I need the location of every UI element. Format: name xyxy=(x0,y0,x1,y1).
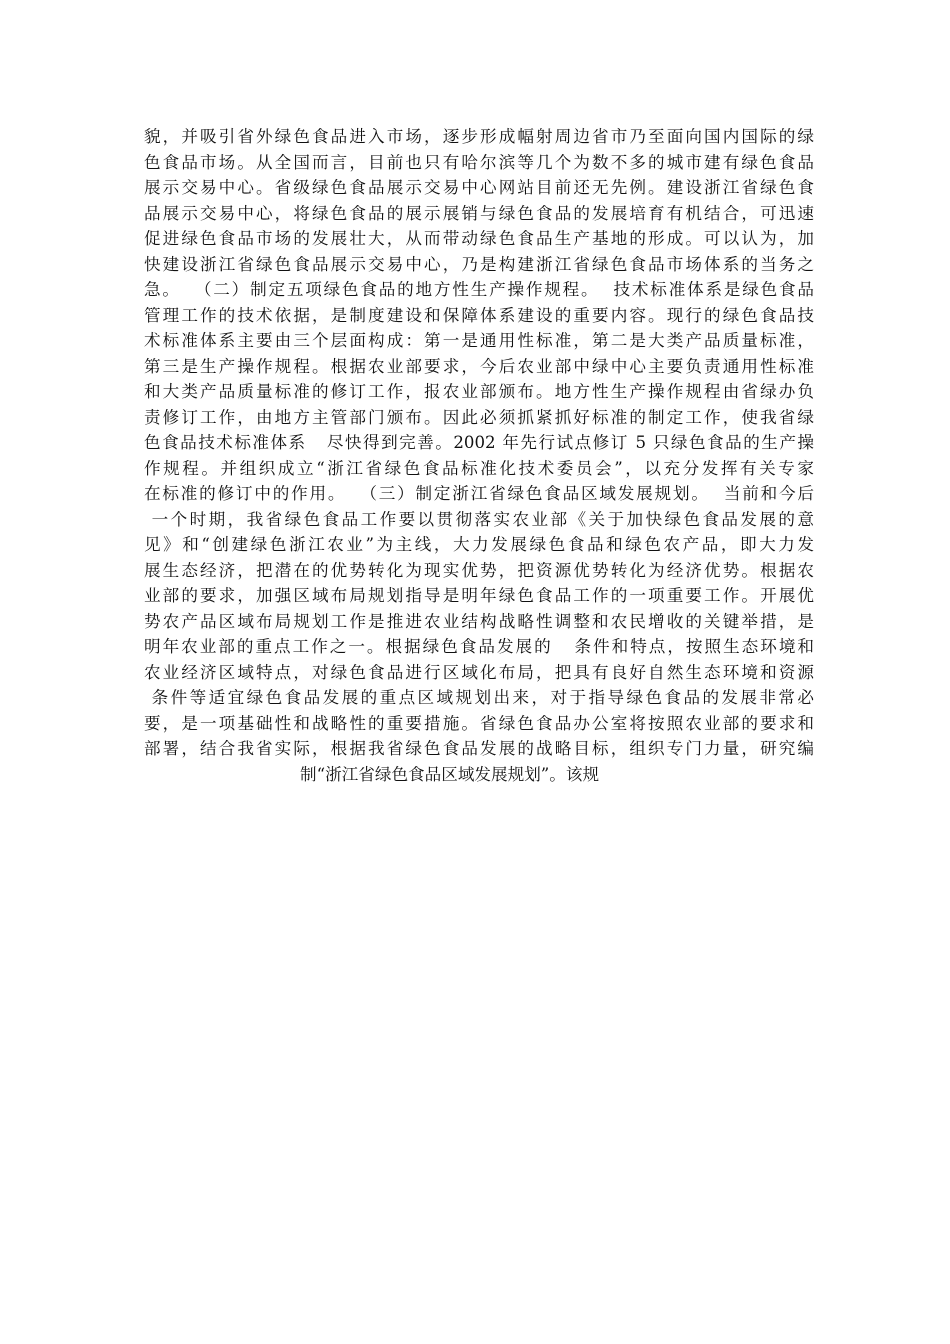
text-line: 貌，并吸引省外绿色食品进入市场，逐步形成幅射周边省市乃至面向国内国际的绿 xyxy=(144,127,814,146)
text-line: 业部的要求，加强区域布局规划指导是明年绿色食品工作的一项重要工作。开展优 xyxy=(144,586,814,605)
text-line: 作规程。并组织成立“浙江省绿色食品标准化技术委员会”，以充分发挥有关专家 xyxy=(144,458,814,478)
text-line: 明年农业部的重点工作之一。根据绿色食品发展的 条件和特点，按照生态环境和 xyxy=(144,637,814,656)
text-line: 术标准体系主要由三个层面构成：第一是通用性标准，第二是大类产品质量标准， xyxy=(144,331,814,350)
text-line-last: 制“浙江省绿色食品区域发展规划”。该规 xyxy=(300,764,600,784)
text-line: 第三是生产操作规程。根据农业部要求，今后农业部中绿中心主要负责通用性标准 xyxy=(144,356,814,376)
text-line: 势农产品区域布局规划工作是推进农业结构战略性调整和农民增收的关键举措，是 xyxy=(144,611,814,631)
text-line: 展示交易中心。省级绿色食品展示交易中心网站目前还无先例。建设浙江省绿色食 xyxy=(144,178,814,197)
text-line: 在标准的修订中的作用。 （三）制定浙江省绿色食品区域发展规划。 当前和今后 xyxy=(144,484,814,503)
text-line: 快建设浙江省绿色食品展示交易中心，乃是构建浙江省绿色食品市场体系的当务之 xyxy=(144,254,814,274)
text-line: 一个时期，我省绿色食品工作要以贯彻落实农业部《关于加快绿色食品发展的意 xyxy=(144,509,814,529)
text-line: 责修订工作，由地方主管部门颁布。因此必须抓紧抓好标准的制定工作，使我省绿 xyxy=(144,407,814,427)
text-line: 和大类产品质量标准的修订工作，报农业部颁布。地方性生产操作规程由省绿办负 xyxy=(144,382,814,401)
text-line: 色食品技术标准体系 尽快得到完善。2002 年先行试点修订 5 只绿色食品的生产操 xyxy=(144,433,814,452)
text-line: 品展示交易中心，将绿色食品的展示展销与绿色食品的发展培育有机结合，可迅速 xyxy=(144,203,814,223)
text-line: 促进绿色食品市场的发展壮大，从而带动绿色食品生产基地的形成。可以认为，加 xyxy=(144,229,814,248)
text-line: 展生态经济，把潜在的优势转化为现实优势，把资源优势转化为经济优势。根据农 xyxy=(144,560,814,580)
text-line: 管理工作的技术依据，是制度建设和保障体系建设的重要内容。现行的绿色食品技 xyxy=(144,305,814,325)
text-line: 条件等适宜绿色食品发展的重点区域规划出来，对于指导绿色食品的发展非常必 xyxy=(144,688,814,707)
body-text xyxy=(144,124,814,787)
text-line: 见》和“创建绿色浙江农业”为主线，大力发展绿色食品和绿色农产品，即大力发 xyxy=(144,535,814,554)
text-line: 色食品市场。从全国而言，目前也只有哈尔滨等几个为数不多的城市建有绿色食品 xyxy=(144,152,814,172)
text-line: 部署，结合我省实际，根据我省绿色食品发展的战略目标，组织专门力量，研究编 xyxy=(144,739,814,758)
text-line: 农业经济区域特点，对绿色食品进行区域化布局，把具有良好自然生态环境和资源 xyxy=(144,662,814,682)
text-line: 要，是一项基础性和战略性的重要措施。省绿色食品办公室将按照农业部的要求和 xyxy=(144,713,814,733)
text-line: 急。 （二）制定五项绿色食品的地方性生产操作规程。 技术标准体系是绿色食品 xyxy=(144,280,814,299)
